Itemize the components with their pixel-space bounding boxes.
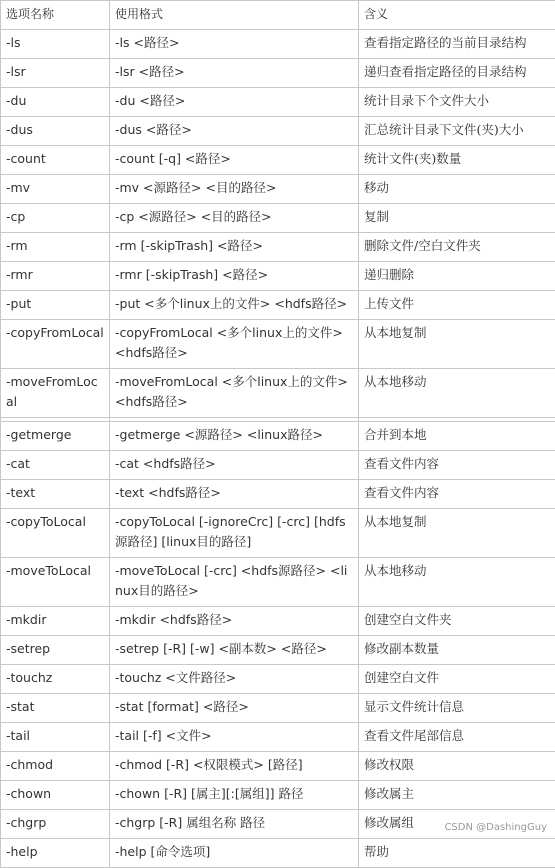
cell-meaning: 修改副本数量	[359, 636, 555, 665]
cell-option: -moveToLocal	[1, 558, 110, 607]
table-row	[1, 204, 555, 233]
header-meaning: 含义	[359, 1, 555, 30]
cell-option: -mv	[1, 175, 110, 204]
table-row	[1, 509, 555, 558]
table-header-row	[1, 1, 555, 30]
cell-option: -getmerge	[1, 422, 110, 451]
cell-format: -copyToLocal [-ignoreCrc] [-crc] [hdfs源路径] [linux目的路径]	[110, 509, 359, 558]
table-row	[1, 558, 555, 607]
cell-option: -stat	[1, 694, 110, 723]
cell-option: -setrep	[1, 636, 110, 665]
cell-meaning: 查看文件尾部信息	[359, 723, 555, 752]
cell-meaning: 修改属主	[359, 781, 555, 810]
table-row	[1, 59, 555, 88]
cell-format: -stat [format] <路径>	[110, 694, 359, 723]
cell-format: -cp <源路径> <目的路径>	[110, 204, 359, 233]
cell-format: -mkdir <hdfs路径>	[110, 607, 359, 636]
cell-meaning: 移动	[359, 175, 555, 204]
cell-option: -ls	[1, 30, 110, 59]
cell-option: -chmod	[1, 752, 110, 781]
cell-format: -du <路径>	[110, 88, 359, 117]
cell-meaning: 查看文件内容	[359, 451, 555, 480]
cell-meaning: 上传文件	[359, 291, 555, 320]
watermark: CSDN @DashingGuy	[444, 822, 547, 833]
cell-meaning: 递归删除	[359, 262, 555, 291]
cell-option: -lsr	[1, 59, 110, 88]
cell-format: -getmerge <源路径> <linux路径>	[110, 422, 359, 451]
table-row	[1, 233, 555, 262]
cell-option: -text	[1, 480, 110, 509]
cell-meaning: 查看文件内容	[359, 480, 555, 509]
cell-format: -chgrp [-R] 属组名称 路径	[110, 810, 359, 839]
cell-format: -setrep [-R] [-w] <副本数> <路径>	[110, 636, 359, 665]
cell-meaning: 帮助	[359, 839, 555, 868]
table-row	[1, 291, 555, 320]
cell-format: -ls <路径>	[110, 30, 359, 59]
cell-option: -chown	[1, 781, 110, 810]
table-row	[1, 480, 555, 509]
table-row	[1, 781, 555, 810]
table-row	[1, 175, 555, 204]
cell-meaning: 从本地移动	[359, 369, 555, 418]
cell-option: -du	[1, 88, 110, 117]
table-row	[1, 752, 555, 781]
table-row	[1, 369, 555, 418]
cell-meaning: 复制	[359, 204, 555, 233]
cell-format: -chown [-R] [属主][:[属组]] 路径	[110, 781, 359, 810]
cell-option: -copyToLocal	[1, 509, 110, 558]
cell-format: -put <多个linux上的文件> <hdfs路径>	[110, 291, 359, 320]
cell-option: -mkdir	[1, 607, 110, 636]
cell-meaning: 查看指定路径的当前目录结构	[359, 30, 555, 59]
table-row	[1, 607, 555, 636]
cell-format: -rmr [-skipTrash] <路径>	[110, 262, 359, 291]
cell-option: -rm	[1, 233, 110, 262]
table-row	[1, 320, 555, 369]
table-body	[1, 1, 555, 868]
cell-format: -cat <hdfs路径>	[110, 451, 359, 480]
cell-meaning: 创建空白文件夹	[359, 607, 555, 636]
table-row	[1, 422, 555, 451]
table-row	[1, 694, 555, 723]
cell-option: -count	[1, 146, 110, 175]
table-row	[1, 88, 555, 117]
cell-format: -tail [-f] <文件>	[110, 723, 359, 752]
cell-meaning: 统计文件(夹)数量	[359, 146, 555, 175]
cell-format: -touchz <文件路径>	[110, 665, 359, 694]
cell-format: -dus <路径>	[110, 117, 359, 146]
cell-meaning: 修改权限	[359, 752, 555, 781]
cell-format: -rm [-skipTrash] <路径>	[110, 233, 359, 262]
cell-option: -dus	[1, 117, 110, 146]
cell-option: -cat	[1, 451, 110, 480]
cell-option: -chgrp	[1, 810, 110, 839]
cell-option: -copyFromLocal	[1, 320, 110, 369]
cell-meaning: 创建空白文件	[359, 665, 555, 694]
table-row	[1, 262, 555, 291]
cell-format: -text <hdfs路径>	[110, 480, 359, 509]
cell-format: -moveFromLocal <多个linux上的文件> <hdfs路径>	[110, 369, 359, 418]
cell-meaning: 合并到本地	[359, 422, 555, 451]
cell-option: -rmr	[1, 262, 110, 291]
cell-option: -help	[1, 839, 110, 868]
table-row	[1, 839, 555, 868]
cell-meaning: 统计目录下个文件大小	[359, 88, 555, 117]
cell-format: -chmod [-R] <权限模式> [路径]	[110, 752, 359, 781]
table-row	[1, 146, 555, 175]
cell-meaning: 修改属组	[359, 810, 555, 839]
table-row	[1, 451, 555, 480]
cell-meaning: 从本地移动	[359, 558, 555, 607]
cell-option: -cp	[1, 204, 110, 233]
cell-format: -help [命令选项]	[110, 839, 359, 868]
header-format: 使用格式	[110, 1, 359, 30]
cell-format: -mv <源路径> <目的路径>	[110, 175, 359, 204]
cell-format: -copyFromLocal <多个linux上的文件> <hdfs路径>	[110, 320, 359, 369]
cell-meaning: 显示文件统计信息	[359, 694, 555, 723]
cell-meaning: 汇总统计目录下文件(夹)大小	[359, 117, 555, 146]
table-row	[1, 30, 555, 59]
cell-meaning: 删除文件/空白文件夹	[359, 233, 555, 262]
table-row	[1, 665, 555, 694]
table-row	[1, 117, 555, 146]
cell-option: -moveFromLocal	[1, 369, 110, 418]
cell-meaning: 递归查看指定路径的目录结构	[359, 59, 555, 88]
table-row	[1, 636, 555, 665]
table-row	[1, 723, 555, 752]
cell-option: -touchz	[1, 665, 110, 694]
cell-format: -moveToLocal [-crc] <hdfs源路径> <linux目的路径>	[110, 558, 359, 607]
cell-meaning: 从本地复制	[359, 509, 555, 558]
cell-format: -lsr <路径>	[110, 59, 359, 88]
header-option: 选项名称	[1, 1, 110, 30]
cell-format: -count [-q] <路径>	[110, 146, 359, 175]
cell-option: -put	[1, 291, 110, 320]
cell-meaning: 从本地复制	[359, 320, 555, 369]
cell-option: -tail	[1, 723, 110, 752]
